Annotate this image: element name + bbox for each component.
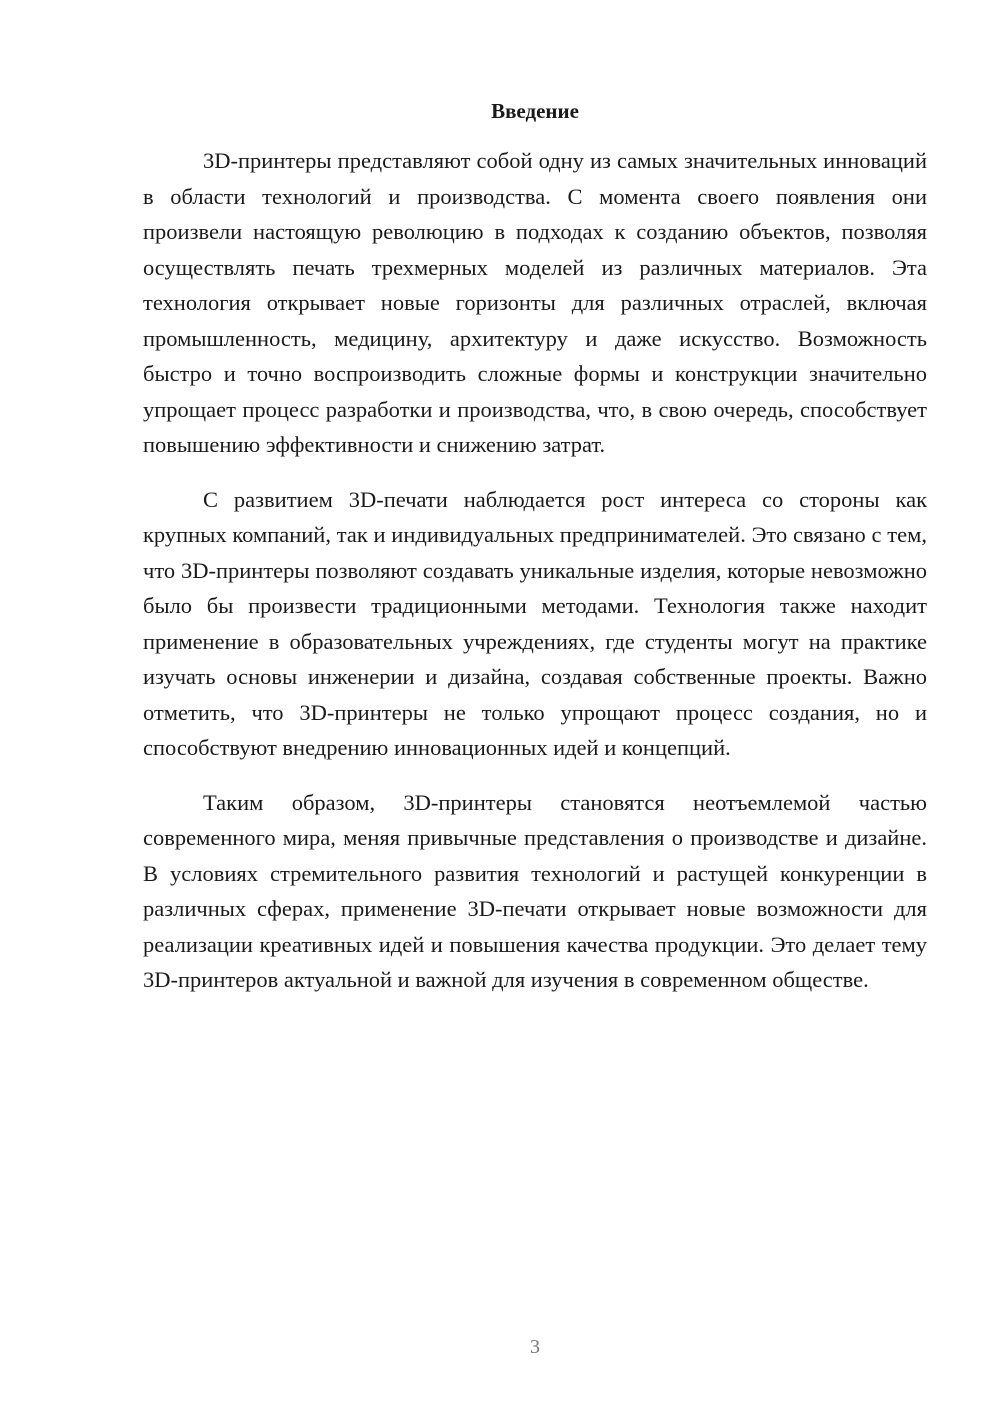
section-heading: Введение: [491, 99, 579, 123]
paragraph-1: 3D-принтеры представляют собой одну из самых значительных инноваций в области технологий и производства. С момента своего появления они произвели настоящую революцию в подходах к созданию объектов, позволяя осуществлять печать трехмерных моделей из различных материалов. Эта технология открывает новые горизонты для различных отраслей, включая промышленность, медицину, архитектуру и даже искусство. Возможность быстро и точно воспроизводить сложные формы и конструкции значительно упрощает процесс разработки и производства, что, в свою очередь, способствует повышению эффективности и снижению затрат.: [143, 148, 927, 457]
body-text: [143, 143, 927, 998]
paragraph-2: С развитием 3D-печати наблюдается рост интереса со стороны как крупных компаний, так и индивидуальных предпринимателей. Это связано с тем, что 3D-принтеры позволяют создавать уникальные изделия, которые невозможно было бы произвести традиционными методами. Технология также находит применение в образовательных учреждениях, где студенты могут на практике изучать основы инженерии и дизайна, создавая собственные проекты. Важно отметить, что 3D-принтеры не только упрощают процесс создания, но и способствуют внедрению инновационных идей и концепций.: [143, 486, 927, 760]
page-number: 3: [530, 1336, 540, 1358]
paragraph-3: Таким образом, 3D-принтеры становятся неотъемлемой частью современного мира, меняя привычные представления о производстве и дизайне. В условиях стремительного развития технологий и растущей конкуренции в различных сферах, применение 3D-печати открывает новые возможности для реализации креативных идей и повышения качества продукции. Это делает тему 3D-принтеров актуальной и важной для изучения в современном обществе.: [143, 789, 927, 992]
